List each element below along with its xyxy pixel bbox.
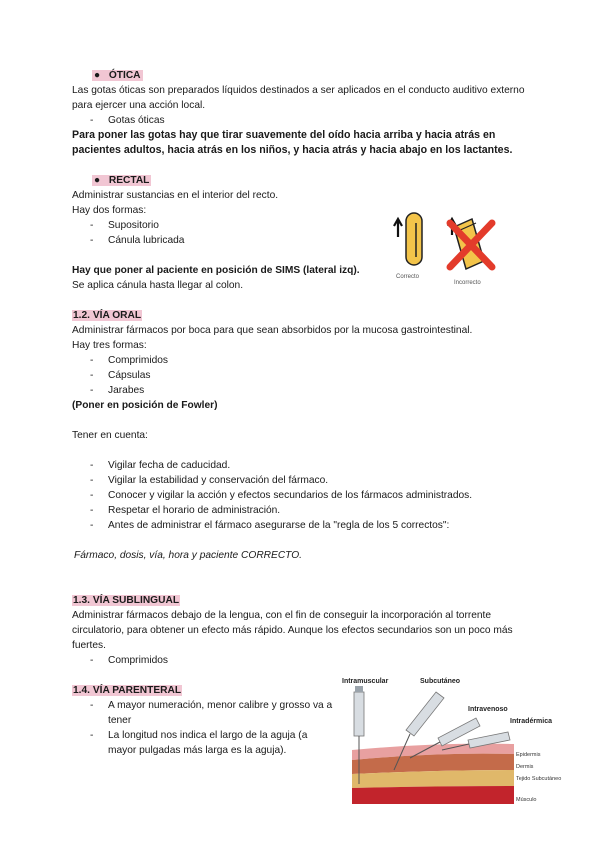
list-item-text: Gotas óticas bbox=[108, 115, 165, 126]
otica-description: Las gotas óticas son preparados líquidos destinados a ser aplicados en el conducto auditivo externo para ejercer una acción local. bbox=[72, 85, 525, 111]
section-sublingual-heading: 1.3. VÍA SUBLINGUAL bbox=[73, 595, 180, 606]
suppository-figure bbox=[388, 205, 500, 287]
list-item-text: Respetar el horario de administración. bbox=[108, 505, 281, 516]
heading-text: RECTAL bbox=[108, 175, 150, 186]
heading-text: ÓTICA bbox=[108, 70, 141, 81]
document-body bbox=[72, 68, 532, 758]
rectal-note-tail: Se aplica cánula hasta llegar al colon. bbox=[72, 280, 244, 291]
list-item-text: Supositorio bbox=[108, 220, 159, 231]
list-item: - Comprimidos bbox=[90, 355, 169, 366]
list-item: - Vigilar la estabilidad y conservación del fármaco. bbox=[90, 475, 329, 486]
label-intramuscular: Intramuscular bbox=[342, 678, 389, 685]
layer-epidermis: Epidermis bbox=[516, 752, 541, 758]
oral-bold-note: (Poner en posición de Fowler) bbox=[72, 400, 218, 411]
incorrect-suppository-icon bbox=[448, 219, 492, 269]
oral-line2: Hay tres formas: bbox=[72, 340, 147, 351]
list-item-text: Cápsulas bbox=[108, 370, 151, 381]
list-item: - La longitud nos indica el largo de la aguja (a mayor pulgadas más larga es la aguja). bbox=[90, 728, 337, 758]
list-item-text: Comprimidos bbox=[108, 355, 169, 366]
list-item-text: Conocer y vigilar la acción y efectos secundarios de los fármacos administrados. bbox=[108, 490, 473, 501]
bullet-icon: ● bbox=[94, 70, 101, 81]
list-item: - Antes de administrar el fármaco asegurarse de la "regla de los 5 correctos": bbox=[90, 520, 450, 531]
parenteral-list bbox=[72, 698, 337, 758]
section-rectal-heading bbox=[92, 173, 532, 188]
section-oral-heading: 1.2. VÍA ORAL bbox=[73, 310, 142, 321]
list-item: - Cápsulas bbox=[90, 370, 151, 381]
oral-tener: Tener en cuenta: bbox=[72, 430, 148, 441]
list-item: - Cánula lubricada bbox=[90, 235, 185, 246]
list-item: - Supositorio bbox=[90, 220, 159, 231]
list-item: - Conocer y vigilar la acción y efectos secundarios de los fármacos administrados. bbox=[90, 490, 473, 501]
list-item: - Vigilar fecha de caducidad. bbox=[90, 460, 231, 471]
injection-routes-figure bbox=[338, 674, 566, 810]
list-item-text: A mayor numeración, menor calibre y grosso va a tener bbox=[108, 700, 333, 726]
list-item-text: Vigilar la estabilidad y conservación del fármaco. bbox=[108, 475, 329, 486]
correct-suppository-icon bbox=[394, 213, 422, 265]
rectal-line1: Administrar sustancias en el interior del recto. bbox=[72, 190, 279, 201]
list-item-text: Cánula lubricada bbox=[108, 235, 185, 246]
list-item: - Respetar el horario de administración. bbox=[90, 505, 281, 516]
list-item: - A mayor numeración, menor calibre y grosso va a tener bbox=[90, 698, 337, 728]
label-intradermica: Intradérmica bbox=[510, 718, 553, 725]
list-item bbox=[90, 113, 532, 128]
sublingual-description: Administrar fármacos debajo de la lengua, con el fin de conseguir la incorporación al torrente circulatorio, para obtener un efecto más rápido. Aunque los efectos secundarios son un poco más fuertes. bbox=[72, 610, 513, 651]
otica-bold-note: Para poner las gotas hay que tirar suavemente del oído hacia arriba y hacia atrás en pacientes adultos, hacia atrás en los niños, y hacia atrás y hacia abajo en los lactantes. bbox=[72, 129, 513, 156]
figure-label-correct: Correcto bbox=[396, 274, 420, 280]
list-item: - Comprimidos bbox=[90, 655, 169, 666]
list-item-text: La longitud nos indica el largo de la aguja (a mayor pulgadas más larga es la aguja). bbox=[108, 730, 308, 756]
skin-layers bbox=[352, 744, 514, 804]
rectal-line2: Hay dos formas: bbox=[72, 205, 147, 216]
label-intravenoso: Intravenoso bbox=[468, 706, 508, 713]
list-item: - Jarabes bbox=[90, 385, 145, 396]
bullet-icon: ● bbox=[94, 175, 101, 186]
oral-line1: Administrar fármacos por boca para que sean absorbidos por la mucosa gastrointestinal. bbox=[72, 325, 473, 336]
list-item-text: Jarabes bbox=[108, 385, 145, 396]
list-item-text: Vigilar fecha de caducidad. bbox=[108, 460, 231, 471]
oral-italic-rule: Fármaco, dosis, vía, hora y paciente CORRECTO. bbox=[74, 550, 302, 561]
dash-marker: - bbox=[90, 115, 94, 126]
layer-dermis: Dermis bbox=[516, 764, 534, 770]
layer-subcutaneo: Tejido Subcutáneo bbox=[516, 776, 562, 782]
section-otica-heading bbox=[92, 68, 532, 83]
list-item-text: Comprimidos bbox=[108, 655, 169, 666]
layer-musculo: Músculo bbox=[516, 797, 537, 803]
rectal-bold-note: Hay que poner al paciente en posición de SIMS (lateral izq). bbox=[72, 265, 360, 276]
label-subcutaneo: Subcutáneo bbox=[420, 678, 461, 685]
figure-label-incorrect: Incorrecto bbox=[454, 280, 481, 286]
section-parenteral-heading: 1.4. VÍA PARENTERAL bbox=[73, 685, 182, 696]
list-item-text: Antes de administrar el fármaco asegurarse de la "regla de los 5 correctos": bbox=[108, 520, 450, 531]
rectal-note bbox=[72, 263, 372, 293]
